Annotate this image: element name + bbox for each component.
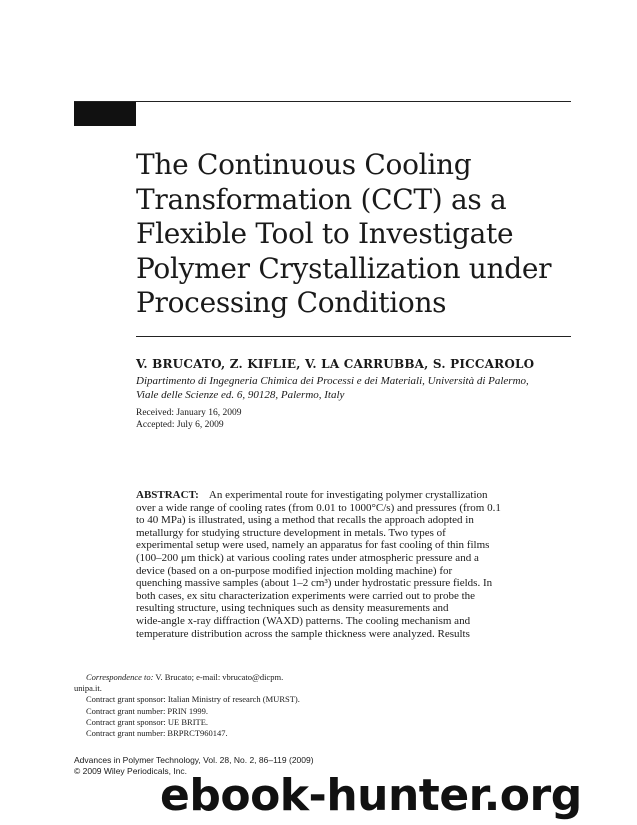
received-date: Received: January 16, 2009 [136, 408, 242, 418]
abstract-line: metallurgy for studying structure development in metals. Two types of [136, 526, 446, 539]
abstract-line: over a wide range of cooling rates (from 0.01 to 1000°C/s) and pressures (from 0.1 [136, 501, 501, 514]
correspondence-label: Correspondence to: [86, 672, 154, 682]
header-rule [74, 101, 571, 102]
abstract-line: resulting structure, using techniques such as density measurements and [136, 602, 449, 615]
affiliation-line: Viale delle Scienze ed. 6, 90128, Palermo, Italy [136, 389, 345, 401]
watermark: ebook-hunter.org [160, 770, 582, 821]
abstract-line: device (based on a on-purpose modified injection molding machine) for [136, 564, 453, 577]
paper-title [136, 148, 576, 321]
affiliation-line: Dipartimento di Ingegneria Chimica dei Processi e dei Materiali, Università di Palermo, [136, 375, 529, 387]
correspondence-cont: unipa.it. [74, 683, 102, 694]
abstract-line: temperature distribution across the sample thickness were analyzed. Results [136, 627, 470, 640]
abstract-line: quenching massive samples (about 1–2 cm³) under hydrostatic pressure fields. In [136, 577, 493, 590]
copyright: © 2009 Wiley Periodicals, Inc. [74, 766, 188, 776]
abstract-heading: ABSTRACT: [136, 489, 199, 501]
affiliation [136, 374, 576, 402]
grant-line: Contract grant number: BRPRCT960147. [86, 728, 228, 739]
footnote [74, 672, 334, 739]
grant-line: Contract grant sponsor: Italian Ministry of research (MURST). [86, 694, 300, 705]
correspondence-text: V. Brucato; e-mail: vbrucato@dicpm. [155, 672, 284, 682]
abstract [136, 489, 576, 640]
journal-citation: Advances in Polymer Technology, Vol. 28, No. 2, 86–119 (2009) [74, 755, 314, 765]
title-line: Processing Conditions [136, 286, 447, 319]
abstract-first-line [136, 489, 576, 502]
section-marker-bar [74, 102, 136, 126]
title-line: Transformation (CCT) as a [136, 182, 507, 216]
title-line: The Continuous Cooling [136, 148, 472, 181]
abstract-line: wide-angle x-ray diffraction (WAXD) patterns. The cooling mechanism and [136, 614, 471, 627]
grant-line: Contract grant sponsor: UE BRITE. [86, 716, 209, 727]
abstract-line: experimental setup were used, namely an apparatus for fast cooling of thin films [136, 539, 490, 552]
grant-line: Contract grant number: PRIN 1999. [86, 705, 209, 716]
title-line: Polymer Crystallization under [136, 251, 552, 285]
abstract-line: An experimental route for investigating polymer crystallization [208, 489, 488, 501]
abstract-line: both cases, ex situ characterization experiments were carried out to probe the [136, 589, 476, 602]
title-line: Flexible Tool to Investigate [136, 217, 514, 250]
abstract-line: to 40 MPa) is illustrated, using a method that recalls the approach adopted in [136, 514, 474, 527]
correspondence-line [74, 672, 334, 683]
title-rule [136, 336, 571, 337]
accepted-date: Accepted: July 6, 2009 [136, 420, 224, 430]
author-list: V. BRUCATO, Z. KIFLIE, V. LA CARRUBBA, S. PICCAROLO [136, 357, 535, 371]
abstract-line: (100–200 μm thick) at various cooling rates under atmospheric pressure and a [136, 551, 479, 564]
dates-block [136, 407, 242, 431]
